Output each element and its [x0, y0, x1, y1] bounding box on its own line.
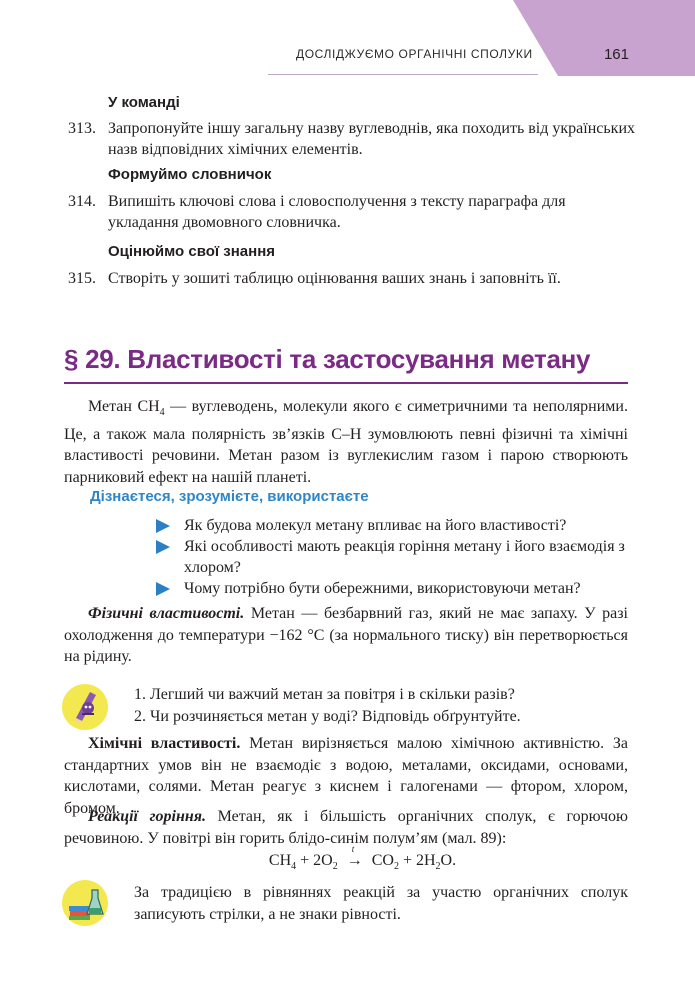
- objective-item: Чому потрібно бути обережними, використовуючи метан?: [156, 578, 631, 599]
- task-heading-dictionary: Формуймо словничок: [108, 166, 272, 183]
- task-heading-assessment: Оцінюймо свої знання: [108, 243, 276, 260]
- running-header: ДОСЛІДЖУЄМО ОРГАНІЧНІ СПОЛУКИ: [296, 47, 533, 61]
- header-rule: [268, 74, 538, 75]
- bullet-triangle-icon: [156, 519, 170, 533]
- section-title: § 29. Властивості та застосування метану: [64, 344, 591, 374]
- combustion-equation: $CH_4 + 2O_2$ t → $CO_2 + 2H_2O$.: [268, 844, 457, 873]
- books-flask-icon: [62, 880, 108, 926]
- objectives-heading: Дізнаєтеся, зрозумієте, використаєте: [90, 488, 369, 505]
- objectives-list: [156, 515, 631, 599]
- chemical-properties-paragraph: Хімічні властивості. Метан вирізняється малою хімічною активністю. За стандартних умов він не взаємодіє з водою, металами, оксидами, основами, кислотами, солями. Метан реагує з киснем і галогенами — фтором, хлором, бромом.: [64, 735, 629, 817]
- objective-item: Як будова молекул метану впливає на його властивості?: [156, 515, 631, 536]
- questions-list: [134, 684, 521, 728]
- pencil-character-icon: [62, 684, 108, 730]
- page-corner-tab: [513, 0, 695, 76]
- task-314: [68, 191, 640, 233]
- bullet-triangle-icon: [156, 582, 170, 596]
- physical-properties-paragraph: Фізичні властивості. Метан — безбарвний газ, який не має запаху. У разі охолодження до температури −162 °С (за нормального тиску) він перетворюється на рідину.: [64, 605, 628, 665]
- task-number: 314.: [68, 193, 96, 210]
- page-number: 161: [603, 46, 629, 63]
- bullet-triangle-icon: [156, 540, 170, 554]
- objective-item: Які особливості мають реакція горіння метану і його взаємодія з хлором?: [156, 536, 631, 578]
- task-text: Випишіть ключові слова і словосполучення з тексту параграфа для укладання двомовного словничка.: [108, 193, 566, 231]
- task-number: 313.: [68, 120, 96, 137]
- note-paragraph: За традицією в рівняннях реакцій за участю органічних сполук записують стрілки, а не знаки рівності.: [134, 884, 628, 923]
- question-item: 1. Легший чи важчий метан за повітря і в скільки разів?: [134, 686, 515, 703]
- reaction-arrow: t →: [346, 844, 363, 869]
- task-number: 315.: [68, 270, 96, 287]
- combustion-paragraph: Реакції горіння. Метан, як і більшість органічних сполук, є горючою речовиною. У повітрі він горить блідо-синім полум’ям (мал. 89):: [64, 808, 629, 847]
- task-315: [68, 268, 640, 289]
- section-title-rule: [64, 382, 628, 384]
- task-313: [68, 118, 640, 160]
- task-heading-team: У команді: [108, 94, 180, 111]
- task-text: Створіть у зошиті таблицю оцінювання ваших знань і заповніть її.: [108, 270, 561, 287]
- task-text: Запропонуйте іншу загальну назву вуглеводнів, яка походить від українських назв відповідних хімічних елементів.: [108, 120, 636, 158]
- question-item: 2. Чи розчиняється метан у воді? Відповідь обґрунтуйте.: [134, 708, 521, 725]
- intro-paragraph: Метан $CH_4$ — вуглеводень, молекули якого є симетричними та неполярними. Це, а також мала полярність зв’язків С–Н зумовлюють певні фізичні та хімічні властивості речовини. Метан разом із вуглекислим газом і парою створюють парниковий ефект на нашій планеті.: [64, 398, 628, 486]
